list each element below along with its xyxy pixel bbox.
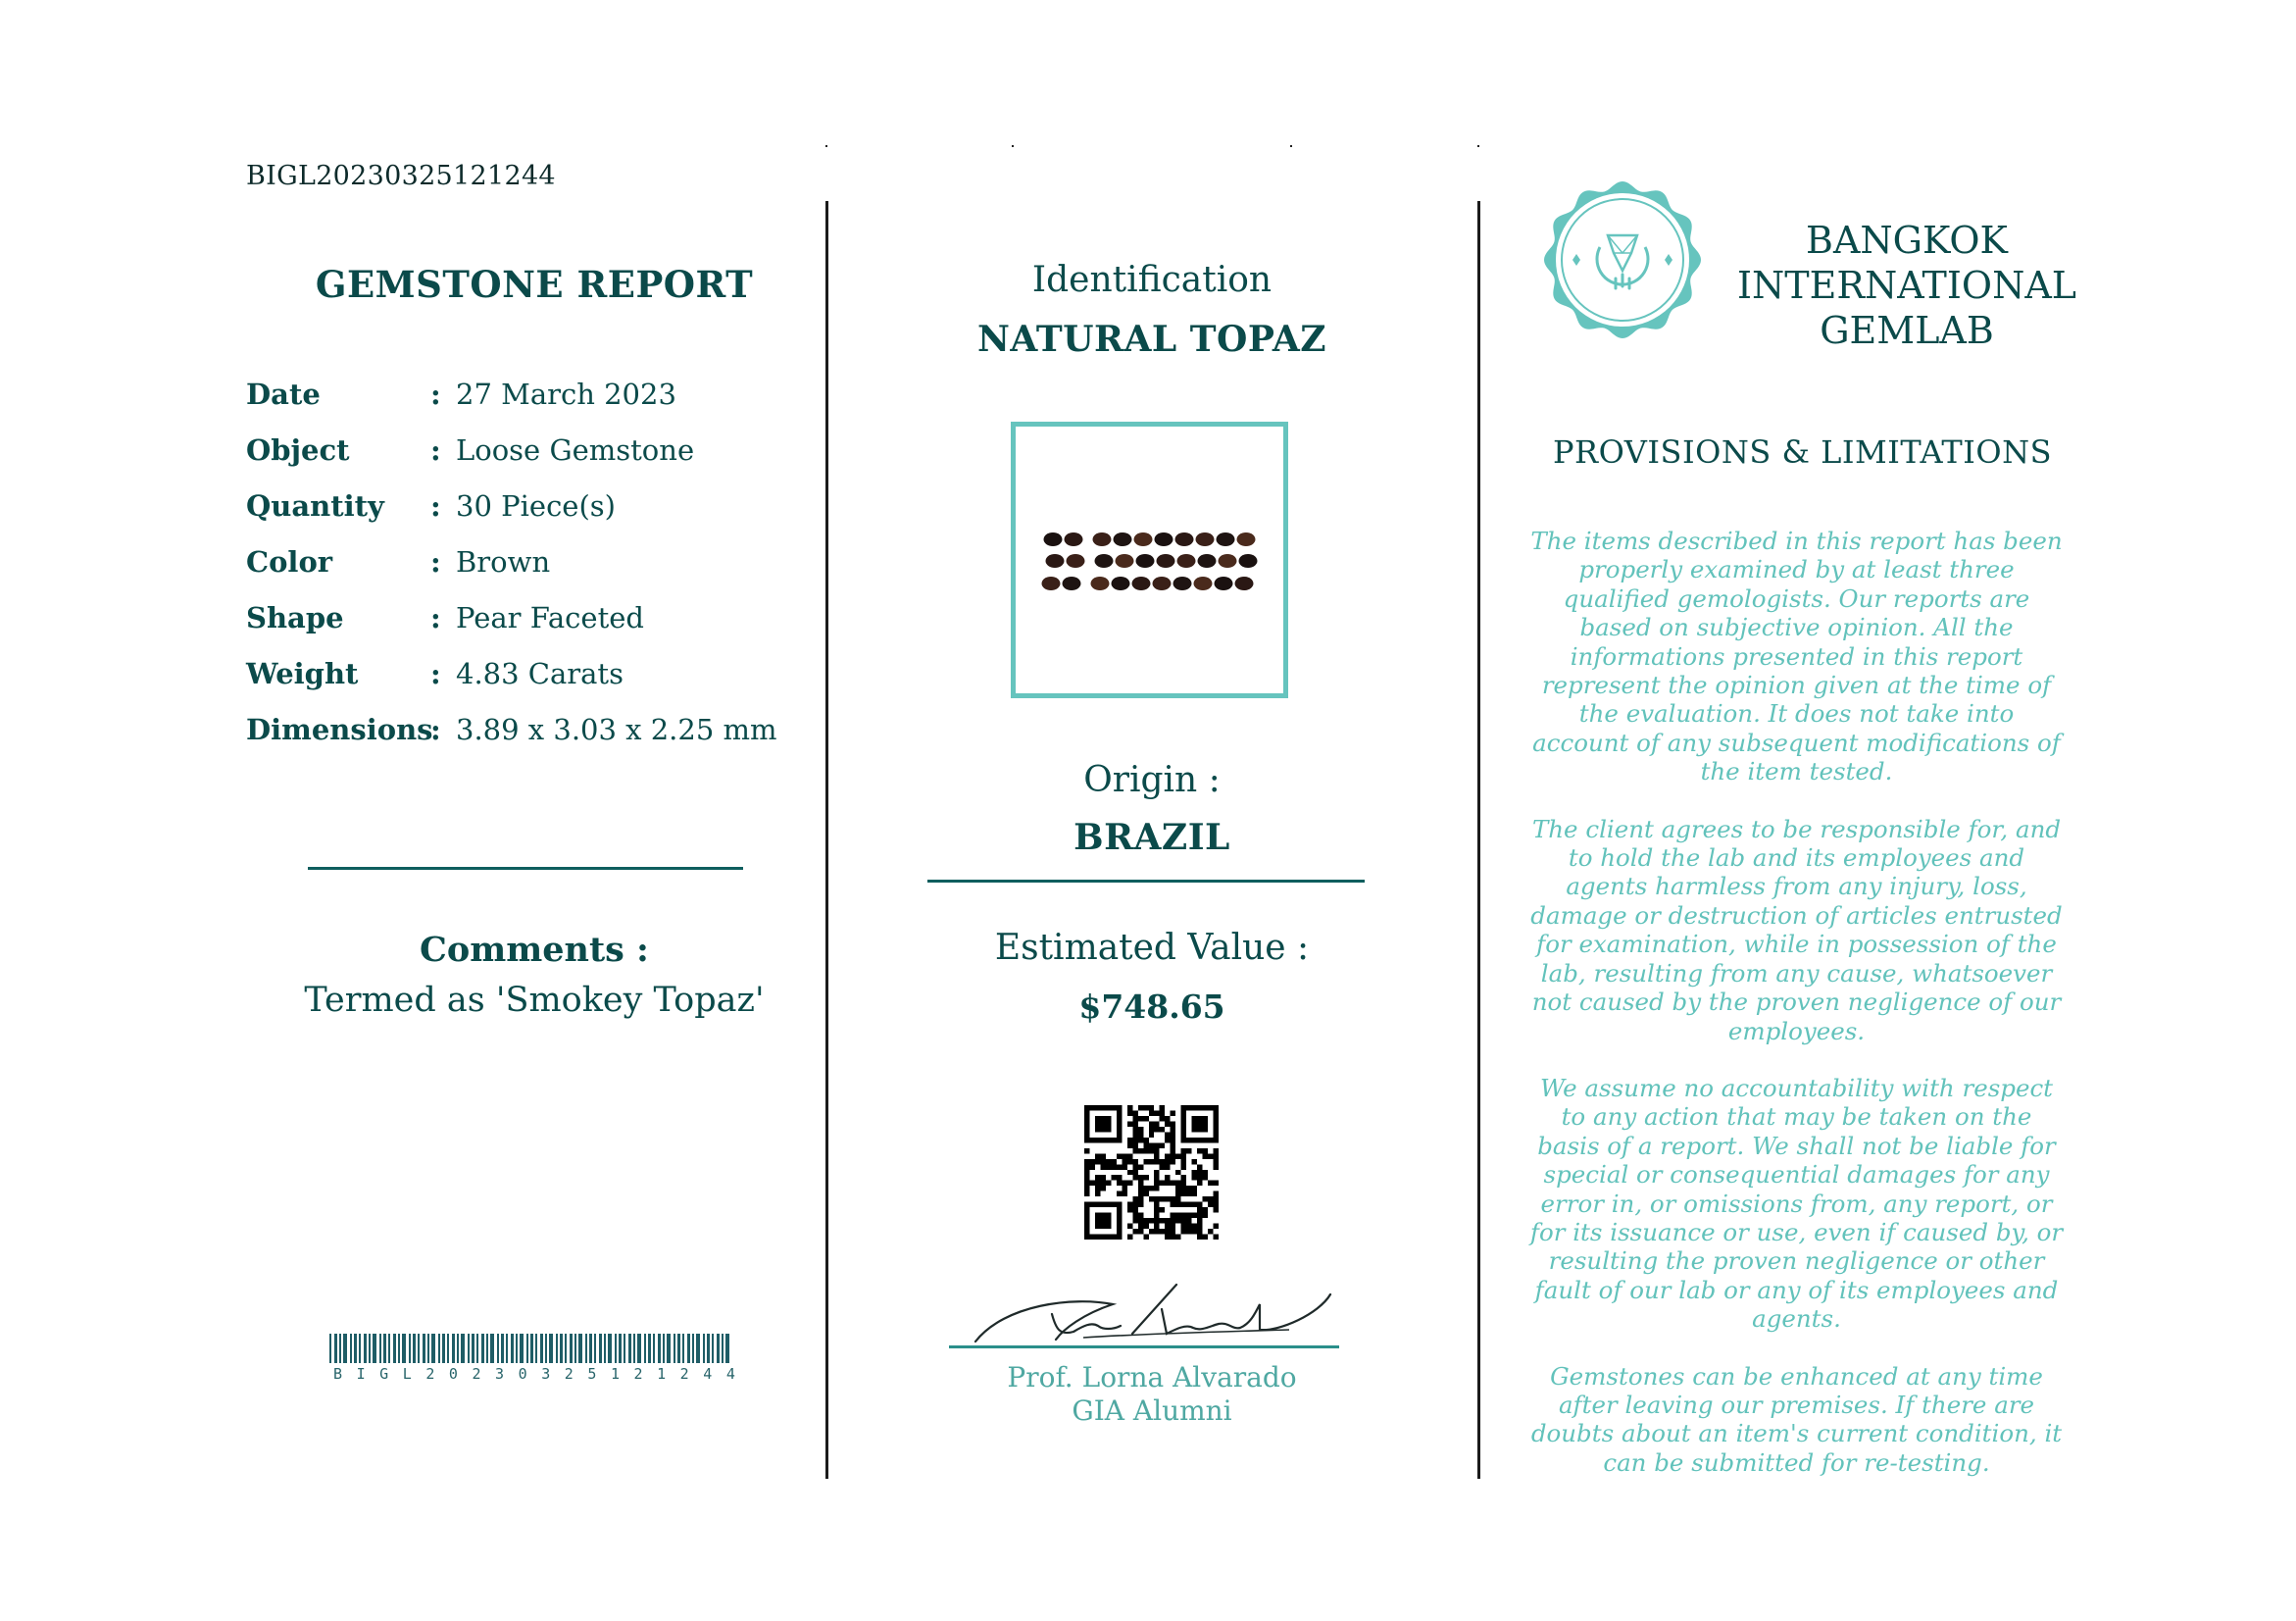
provisions-title: PROVISIONS & LIMITATIONS	[1553, 433, 2052, 471]
detail-row-dimensions: Dimensions : 3.89 x 3.03 x 2.25 mm	[246, 713, 777, 746]
detail-row-color: Color : Brown	[246, 545, 551, 579]
provision-paragraph: Gemstones can be enhanced at any time after leaving our premises. If there are doubts about an item's current condition, it can be submitted for re-testing.	[1530, 1361, 2063, 1477]
barcode-char: 4	[725, 1365, 735, 1383]
barcode-char: 2	[564, 1365, 574, 1383]
column-divider-left	[825, 201, 828, 1479]
lab-seal-icon	[1539, 177, 1706, 343]
barcode-char: B	[333, 1365, 343, 1383]
comments-value: Termed as 'Smokey Topaz'	[304, 981, 765, 1020]
detail-label: Dimensions	[246, 713, 433, 746]
detail-value: 3.89 x 3.03 x 2.25 mm	[456, 713, 777, 746]
barcode-text	[333, 1365, 735, 1383]
signature-image	[966, 1275, 1338, 1353]
detail-value: 27 March 2023	[456, 378, 676, 411]
detail-value: 30 Piece(s)	[456, 489, 616, 523]
provision-paragraph: The items described in this report has been properly examined by at least three qualified gemologists. Our reports are based on subjective opinion. All the informations presented in this report represent the opinion given at the time of the evaluation. It does not take into account of any subsequent modifications of the item tested.	[1530, 527, 2063, 786]
barcode-char: 3	[541, 1365, 551, 1383]
barcode-char: 0	[518, 1365, 527, 1383]
detail-label: Quantity	[246, 489, 384, 523]
detail-label: Shape	[246, 601, 344, 634]
signature-line	[949, 1345, 1339, 1348]
signer-name: Prof. Lorna Alvarado	[1007, 1361, 1297, 1393]
detail-row-object: Object : Loose Gemstone	[246, 433, 695, 467]
lab-name: BANGKOK INTERNATIONAL GEMLAB	[1736, 219, 2076, 352]
comments-label: Comments :	[420, 930, 649, 970]
report-number: BIGL20230325121244	[246, 161, 556, 191]
detail-label: Weight	[246, 657, 359, 690]
barcode-char: 0	[448, 1365, 458, 1383]
barcode-char: 5	[587, 1365, 597, 1383]
barcode-char: 2	[472, 1365, 481, 1383]
barcode-char: L	[402, 1365, 412, 1383]
barcode-char: 1	[610, 1365, 620, 1383]
detail-row-date: Date : 27 March 2023	[246, 378, 676, 411]
report-title: GEMSTONE REPORT	[315, 263, 754, 306]
origin-label: Origin :	[1083, 760, 1221, 800]
detail-value: Brown	[456, 545, 551, 579]
barcode-char: 2	[425, 1365, 435, 1383]
estimated-value-label: Estimated Value :	[994, 928, 1310, 968]
fold-mark	[1290, 145, 1292, 147]
barcode-char: 2	[679, 1365, 689, 1383]
fold-mark	[1477, 145, 1479, 147]
column-divider-right	[1477, 201, 1480, 1479]
detail-label: Color	[246, 545, 333, 579]
detail-label: Date	[246, 378, 321, 411]
barcode-char: 1	[657, 1365, 667, 1383]
provision-paragraph: We assume no accountability with respect to any action that may be taken on the basis of a report. We shall not be liable for special or consequential damages for any error in, or omissions from, any report, or for its issuance or use, even if caused by, or resulting the proven negligence or other fault of our lab or any of its employees and agents.	[1529, 1073, 2064, 1334]
detail-label: Object	[246, 433, 350, 467]
divider-rule	[927, 880, 1365, 883]
gemstone-photo	[1011, 422, 1288, 698]
barcode-char: G	[379, 1365, 389, 1383]
detail-row-shape: Shape : Pear Faceted	[246, 601, 644, 634]
divider-rule	[308, 867, 743, 870]
detail-row-weight: Weight : 4.83 Carats	[246, 657, 624, 690]
estimated-value-amount: $748.65	[1078, 988, 1225, 1026]
detail-value: Loose Gemstone	[456, 433, 695, 467]
details-list	[246, 378, 795, 769]
signer-title: GIA Alumni	[1072, 1394, 1232, 1427]
provision-paragraph: The client agrees to be responsible for, and to hold the lab and its employees and agents harmless from any injury, loss, damage or destruction of articles entrusted for examination, while in possession of the lab, resulting from any cause, whatsoever not caused by the proven negligence of our employees.	[1530, 814, 2063, 1045]
detail-value: Pear Faceted	[456, 601, 644, 634]
gemstones-image	[1016, 427, 1283, 693]
barcode-char: 4	[703, 1365, 713, 1383]
fold-mark	[825, 145, 827, 147]
detail-row-quantity: Quantity : 30 Piece(s)	[246, 489, 616, 523]
identification-label: Identification	[1031, 260, 1273, 300]
fold-mark	[1012, 145, 1014, 147]
qr-code-icon	[1084, 1105, 1219, 1240]
provisions-text	[1529, 527, 2064, 1505]
barcode-char: 2	[633, 1365, 643, 1383]
detail-value: 4.83 Carats	[456, 657, 624, 690]
barcode-char: I	[356, 1365, 366, 1383]
origin-value: BRAZIL	[1073, 817, 1230, 858]
identification-value: NATURAL TOPAZ	[976, 319, 1327, 360]
barcode-char: 3	[495, 1365, 505, 1383]
